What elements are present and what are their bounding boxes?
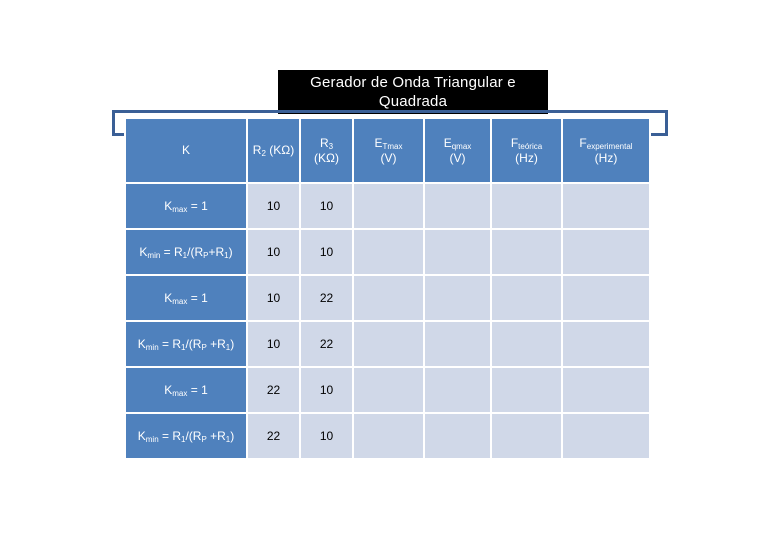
k-symbol: K: [164, 199, 173, 213]
f-teorica-cell: [491, 229, 562, 275]
k-cell: [125, 321, 247, 367]
header-symbol: E: [443, 135, 452, 150]
eqmax-cell: [424, 229, 491, 275]
k-expression: +R: [206, 429, 226, 443]
eqmax-cell: [424, 413, 491, 459]
k-subscript: max: [172, 389, 188, 398]
header-symbol: F: [579, 135, 587, 150]
header-cell-k: [125, 118, 247, 183]
etmax-cell: [353, 413, 424, 459]
etmax-cell: [353, 321, 424, 367]
k-subscript: P: [201, 435, 207, 444]
r3-cell: 10: [300, 183, 353, 229]
header-cell-f-experimental: [562, 118, 650, 183]
k-expression: ): [230, 337, 235, 351]
header-row: [125, 118, 650, 183]
header-cell-eqmax: [424, 118, 491, 183]
header-cell-f-teorica: [491, 118, 562, 183]
r3-cell: 22: [300, 321, 353, 367]
k-subscript: max: [172, 297, 188, 306]
k-subscript: 1: [224, 251, 229, 260]
k-subscript: 1: [225, 343, 231, 352]
eqmax-cell: [424, 367, 491, 413]
table-row: [125, 413, 650, 459]
results-table: [124, 117, 651, 460]
etmax-cell: [353, 183, 424, 229]
k-expression: +R: [206, 337, 226, 351]
r2-cell: 10: [247, 183, 300, 229]
etmax-cell: [353, 229, 424, 275]
header-subscript: 2: [261, 149, 266, 158]
f-teorica-cell: [491, 321, 562, 367]
header-cell-r2: [247, 118, 300, 183]
k-subscript: 1: [182, 251, 188, 260]
f-teorica-cell: [491, 367, 562, 413]
r2-cell: 10: [247, 275, 300, 321]
header-subscript: qmax: [451, 141, 472, 151]
k-expression: = R: [158, 429, 181, 443]
k-expression: /(R: [187, 245, 204, 259]
k-expression: = 1: [187, 383, 208, 397]
k-expression: = R: [160, 245, 183, 259]
etmax-cell: [353, 367, 424, 413]
r3-cell: 10: [300, 413, 353, 459]
header-subscript: teórica: [518, 141, 543, 151]
k-symbol: K: [164, 383, 173, 397]
header-unit: (KΩ): [265, 143, 295, 157]
f-experimental-cell: [562, 321, 650, 367]
header-unit: (Hz): [594, 150, 618, 165]
table-row: [125, 275, 650, 321]
k-subscript: P: [201, 343, 207, 352]
eqmax-cell: [424, 321, 491, 367]
header-unit: (V): [380, 150, 397, 165]
k-expression: = R: [158, 337, 181, 351]
f-teorica-cell: [491, 413, 562, 459]
f-experimental-cell: [562, 183, 650, 229]
r3-cell: 22: [300, 275, 353, 321]
k-expression: ): [228, 245, 233, 259]
k-cell: [125, 229, 247, 275]
k-cell: [125, 367, 247, 413]
k-expression: +R: [208, 245, 225, 259]
etmax-cell: [353, 275, 424, 321]
table-row: [125, 229, 650, 275]
k-subscript: 1: [180, 435, 186, 444]
k-cell: [125, 413, 247, 459]
eqmax-cell: [424, 183, 491, 229]
f-teorica-cell: [491, 183, 562, 229]
k-expression: = 1: [187, 291, 208, 305]
k-expression: = 1: [187, 199, 208, 213]
f-experimental-cell: [562, 367, 650, 413]
k-subscript: min: [145, 435, 159, 444]
k-subscript: min: [147, 251, 161, 260]
f-experimental-cell: [562, 275, 650, 321]
k-subscript: min: [145, 343, 159, 352]
r3-cell: 10: [300, 367, 353, 413]
k-expression: ): [230, 429, 235, 443]
r3-cell: 10: [300, 229, 353, 275]
r2-cell: 10: [247, 321, 300, 367]
header-symbol: E: [374, 135, 383, 150]
header-symbol: K: [181, 143, 190, 157]
header-cell-r3: [300, 118, 353, 183]
header-symbol: R: [252, 143, 262, 157]
header-symbol: F: [510, 135, 519, 150]
f-experimental-cell: [562, 229, 650, 275]
table-row: [125, 367, 650, 413]
table-row: [125, 183, 650, 229]
r2-cell: 22: [247, 367, 300, 413]
k-subscript: P: [203, 251, 209, 260]
f-experimental-cell: [562, 413, 650, 459]
k-subscript: max: [172, 205, 188, 214]
eqmax-cell: [424, 275, 491, 321]
k-subscript: 1: [225, 435, 231, 444]
k-cell: [125, 183, 247, 229]
table-row: [125, 321, 650, 367]
header-subscript: 3: [328, 141, 334, 151]
k-expression: /(R: [185, 337, 202, 351]
k-expression: /(R: [185, 429, 202, 443]
k-cell: [125, 275, 247, 321]
k-symbol: K: [164, 291, 173, 305]
header-subscript: experimental: [586, 141, 633, 151]
r2-cell: 10: [247, 229, 300, 275]
header-unit: (KΩ): [314, 150, 339, 165]
k-symbol: K: [137, 429, 146, 443]
slide-title: Gerador de Onda Triangular e Quadrada: [278, 70, 548, 114]
k-symbol: K: [139, 245, 148, 259]
k-symbol: K: [137, 337, 146, 351]
header-unit: (V): [449, 150, 466, 165]
k-subscript: 1: [180, 343, 186, 352]
header-symbol: R: [319, 135, 329, 150]
header-subscript: Tmax: [382, 141, 403, 151]
header-unit: (Hz): [515, 150, 538, 165]
f-teorica-cell: [491, 275, 562, 321]
r2-cell: 22: [247, 413, 300, 459]
header-cell-etmax: [353, 118, 424, 183]
